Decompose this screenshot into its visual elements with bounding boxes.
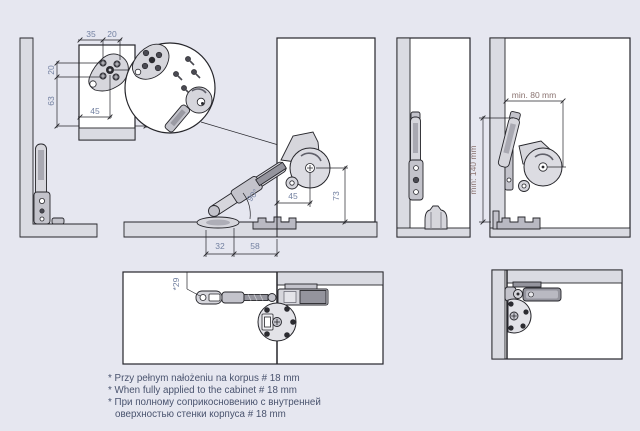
arm-knuckle — [209, 206, 220, 217]
plan-panels — [123, 272, 383, 364]
plan-arm-slot — [209, 294, 220, 301]
cabinet-wall — [397, 38, 410, 237]
dim-min-80: min. 80 mm — [511, 90, 557, 100]
dim-template-63: 63 — [46, 96, 56, 106]
dim-template-35: 35 — [86, 29, 96, 39]
plan-view — [123, 272, 383, 364]
plan-arm-sleeve — [222, 292, 244, 303]
floor-clip — [253, 217, 296, 229]
plate-tail-hole — [90, 81, 96, 87]
dim-open-45: 45 — [288, 191, 298, 201]
dim-open-73: 73 — [331, 191, 341, 201]
plan-cabinet-strip — [277, 272, 383, 285]
dim-min-140: min: 140 mm — [468, 145, 478, 195]
dim-template-20-top: 20 — [107, 29, 117, 39]
base-plate-inner — [206, 220, 230, 226]
plan-fitting-window — [284, 292, 296, 303]
cabinet-wall — [490, 38, 505, 237]
plan-arm-rod — [244, 295, 268, 301]
plan-top-tab — [285, 284, 317, 289]
plan-corner-view — [492, 270, 622, 359]
closed-arm-shade — [413, 123, 418, 153]
dim-template-20-left: 20 — [46, 65, 56, 75]
note-russian-line2: оверхностью стенки корпуса # 18 mm — [115, 409, 286, 420]
corner-door-strip — [507, 270, 622, 283]
plan-arm-joint — [268, 294, 276, 302]
door-edge-strip — [79, 128, 135, 140]
side-view-open — [468, 38, 630, 237]
plan-arm-hole — [200, 295, 206, 301]
body-hole-1 — [39, 198, 44, 203]
note-polish: * Przy pełnym nałożeniu na korpus # 18 mm — [108, 373, 300, 384]
detail-body-pin — [201, 102, 204, 105]
plan-fitting-block — [300, 291, 326, 304]
dim-template-45: 45 — [90, 106, 100, 116]
floor-clip — [497, 217, 540, 229]
note-english: * When fully applied to the cabinet # 18 mm — [108, 385, 297, 396]
dim-floor-58: 58 — [250, 241, 260, 251]
dim-angle-90: 90° — [244, 187, 261, 204]
corner-wall-strip — [492, 270, 505, 359]
footnotes — [108, 373, 321, 420]
dim-plan-29: *29 — [171, 277, 181, 291]
detail-body-hub — [197, 98, 205, 106]
dim-floor-32: 32 — [215, 241, 225, 251]
body-screw — [40, 209, 44, 213]
note-russian-line1: * При полному соприкосновению с внутренней — [108, 397, 321, 408]
side-view-closed — [397, 38, 470, 237]
body-hole-2 — [40, 217, 44, 221]
floor-panel — [124, 222, 377, 237]
folded-arm-shade — [38, 150, 44, 180]
foot-fitting — [52, 218, 64, 224]
detail-magnifier — [125, 43, 302, 152]
corner-top-tab — [513, 282, 541, 287]
